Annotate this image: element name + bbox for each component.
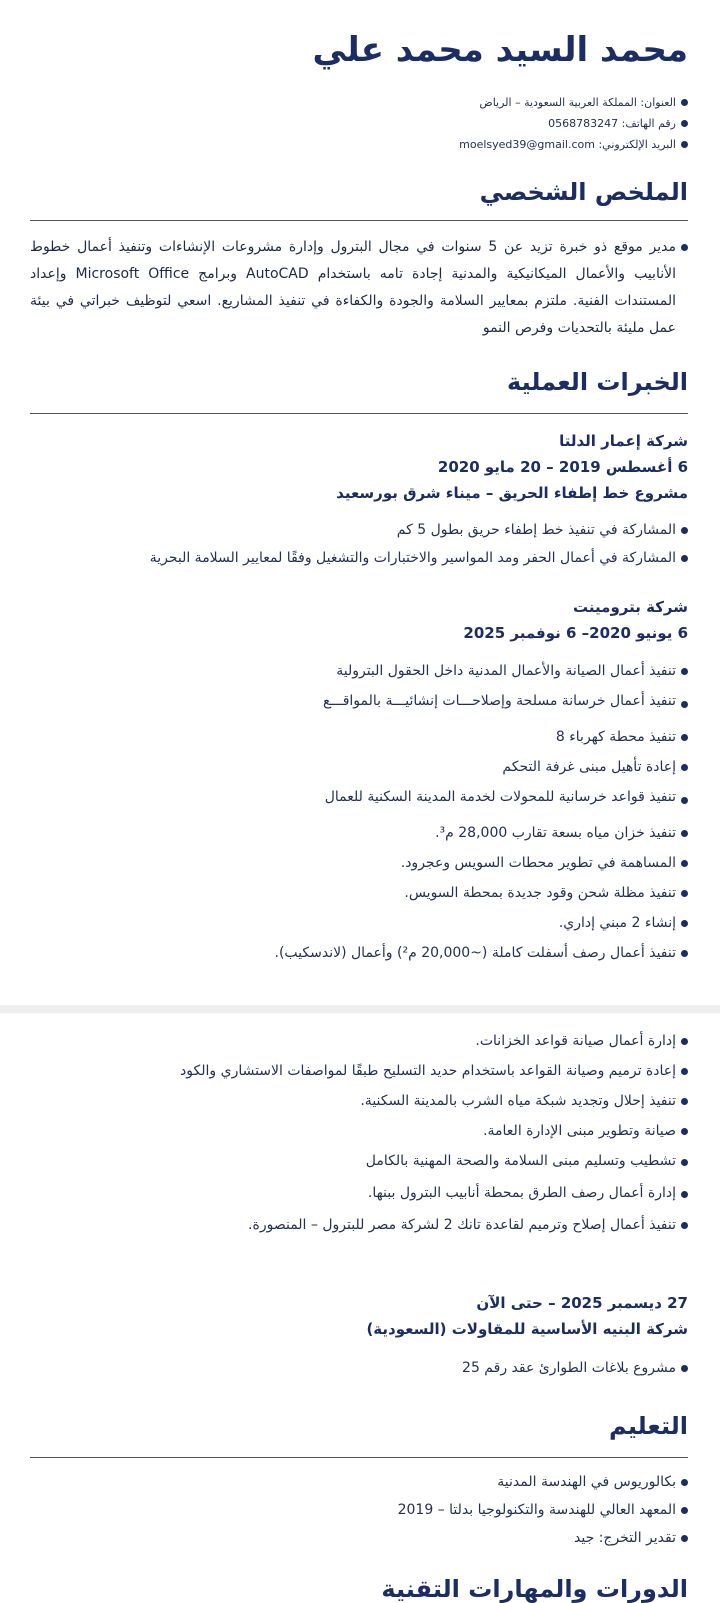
list-item: تنفيذ خزان مياه بسعة تقارب 28,000 م³. — [20, 818, 688, 848]
list-item: إدارة أعمال صيانة قواعد الخزانات. — [20, 1026, 688, 1056]
experience-title: الخبرات العملية — [507, 368, 688, 396]
experience-divider — [30, 413, 688, 414]
job3-dates: 27 ديسمبر 2025 – حتى الآن — [476, 1294, 688, 1312]
list-item: تنفيذ أعمال رصف أسفلت كاملة (~20,000 م²) وأعمال (لاندسكيب). — [20, 938, 688, 968]
education-list — [20, 1468, 688, 1552]
job2-duties-page2 — [20, 1026, 688, 1240]
list-item: بكالوريوس في الهندسة المدنية — [20, 1468, 688, 1496]
resume-page-2 — [0, 1012, 720, 1603]
job1-project: مشروع خط إطفاء الحريق – ميناء شرق بورسعيد — [336, 484, 688, 502]
summary-divider — [30, 220, 688, 221]
job1-company: شركة إعمار الدلتا — [559, 432, 688, 450]
job-infrastructure-ksa — [20, 1290, 688, 1382]
list-item: تنفيذ محطة كهرباء 8 — [20, 722, 688, 752]
courses-title: الدورات والمهارات التقنية — [381, 1575, 688, 1603]
list-item: تنفيذ إحلال وتجديد شبكة مياه الشرب بالمدينة السكنية. — [20, 1086, 688, 1116]
list-item: إنشاء 2 مبني إداري. — [20, 908, 688, 938]
list-item: مشروع بلاغات الطوارئ عقد رقم 25 — [20, 1354, 688, 1382]
job3-company: شركة البنيه الأساسية للمقاولات (السعودية) — [366, 1320, 688, 1338]
list-item: إعادة ترميم وصيانة القواعد باستخدام حديد التسليح طبقًا لمواصفات الاستشاري والكود — [20, 1056, 688, 1086]
list-item: تقدير التخرج: جيد — [20, 1524, 688, 1552]
job2-company: شركة بترومينت — [573, 598, 688, 616]
list-item: تشطيب وتسليم مبنى السلامة والصحة المهنية بالكامل — [20, 1146, 688, 1178]
candidate-name: محمد السيد محمد علي — [312, 30, 688, 70]
education-divider — [30, 1457, 688, 1458]
job2-duties-page1 — [20, 656, 688, 968]
job-petromint — [20, 594, 688, 646]
list-item: تنفيذ أعمال الصيانة والأعمال المدنية داخل الحقول البترولية — [20, 656, 688, 686]
summary-text: مدير موقع ذو خبرة تزيد عن 5 سنوات في مجال البترول وإدارة مشروعات الإنشاءات وتنفيذ أعمال خطوط الأنابيب والأعمال الميكانيكية والمدنية إجادة تامه باستخدام AutoCAD وبرامج Microsoft Office وإعداد المستندات الفنية. ملتزم بمعايير السلامة والجودة والكفاءة في تنفيذ المشاريع. اسعي لتوظيف خبراتي في بيئة عمل مليئة بالتحديات وفرص النمو — [30, 234, 688, 342]
list-item: تنفيذ أعمال إصلاح وترميم لقاعدة تانك 2 لشركة مصر للبترول – المنصورة. — [20, 1210, 688, 1240]
list-item: إدارة أعمال رصف الطرق بمحطة أنابيب البترول ببنها. — [20, 1178, 688, 1210]
list-item: المشاركة في أعمال الحفر ومد المواسير والاختبارات والتشغيل وفقًا لمعايير السلامة البحرية — [20, 544, 688, 572]
list-item: المشاركة في تنفيذ خط إطفاء حريق بطول 5 كم — [20, 516, 688, 544]
list-item: إعادة تأهيل مبنى غرفة التحكم — [20, 752, 688, 782]
job2-dates: 6 يونيو 2020– 6 نوفمبر 2025 — [463, 624, 688, 642]
list-item: تنفيذ أعمال خرسانة مسلحة وإصلاحـــات إنشائيـــة بالمواقـــع — [20, 686, 688, 722]
job-emaar-delta — [20, 428, 688, 572]
job3-duties — [20, 1354, 688, 1382]
email-line: البريد الإلكتروني: moelsyed39@gmail.com — [459, 134, 688, 155]
list-item: تنفيذ مظلة شحن وقود جديدة بمحطة السويس. — [20, 878, 688, 908]
list-item: المساهمة في تطوير محطات السويس وعجرود. — [20, 848, 688, 878]
contact-info — [459, 92, 688, 155]
job1-dates: 6 أغسطس 2019 – 20 مايو 2020 — [437, 458, 688, 476]
list-item: المعهد العالي للهندسة والتكنولوجيا بدلتا – 2019 — [20, 1496, 688, 1524]
address-line: العنوان: المملكة العربية السعودية – الرياض — [459, 92, 688, 113]
list-item: صيانة وتطوير مبنى الإدارة العامة. — [20, 1116, 688, 1146]
summary-title: الملخص الشخصي — [479, 178, 688, 206]
job1-duties — [20, 516, 688, 572]
phone-line: رقم الهاتف: 0568783247 — [459, 113, 688, 134]
summary-text-block — [30, 234, 688, 342]
education-title: التعليم — [609, 1412, 688, 1440]
list-item: تنفيذ قواعد خرسانية للمحولات لخدمة المدينة السكنية للعمال — [20, 782, 688, 818]
